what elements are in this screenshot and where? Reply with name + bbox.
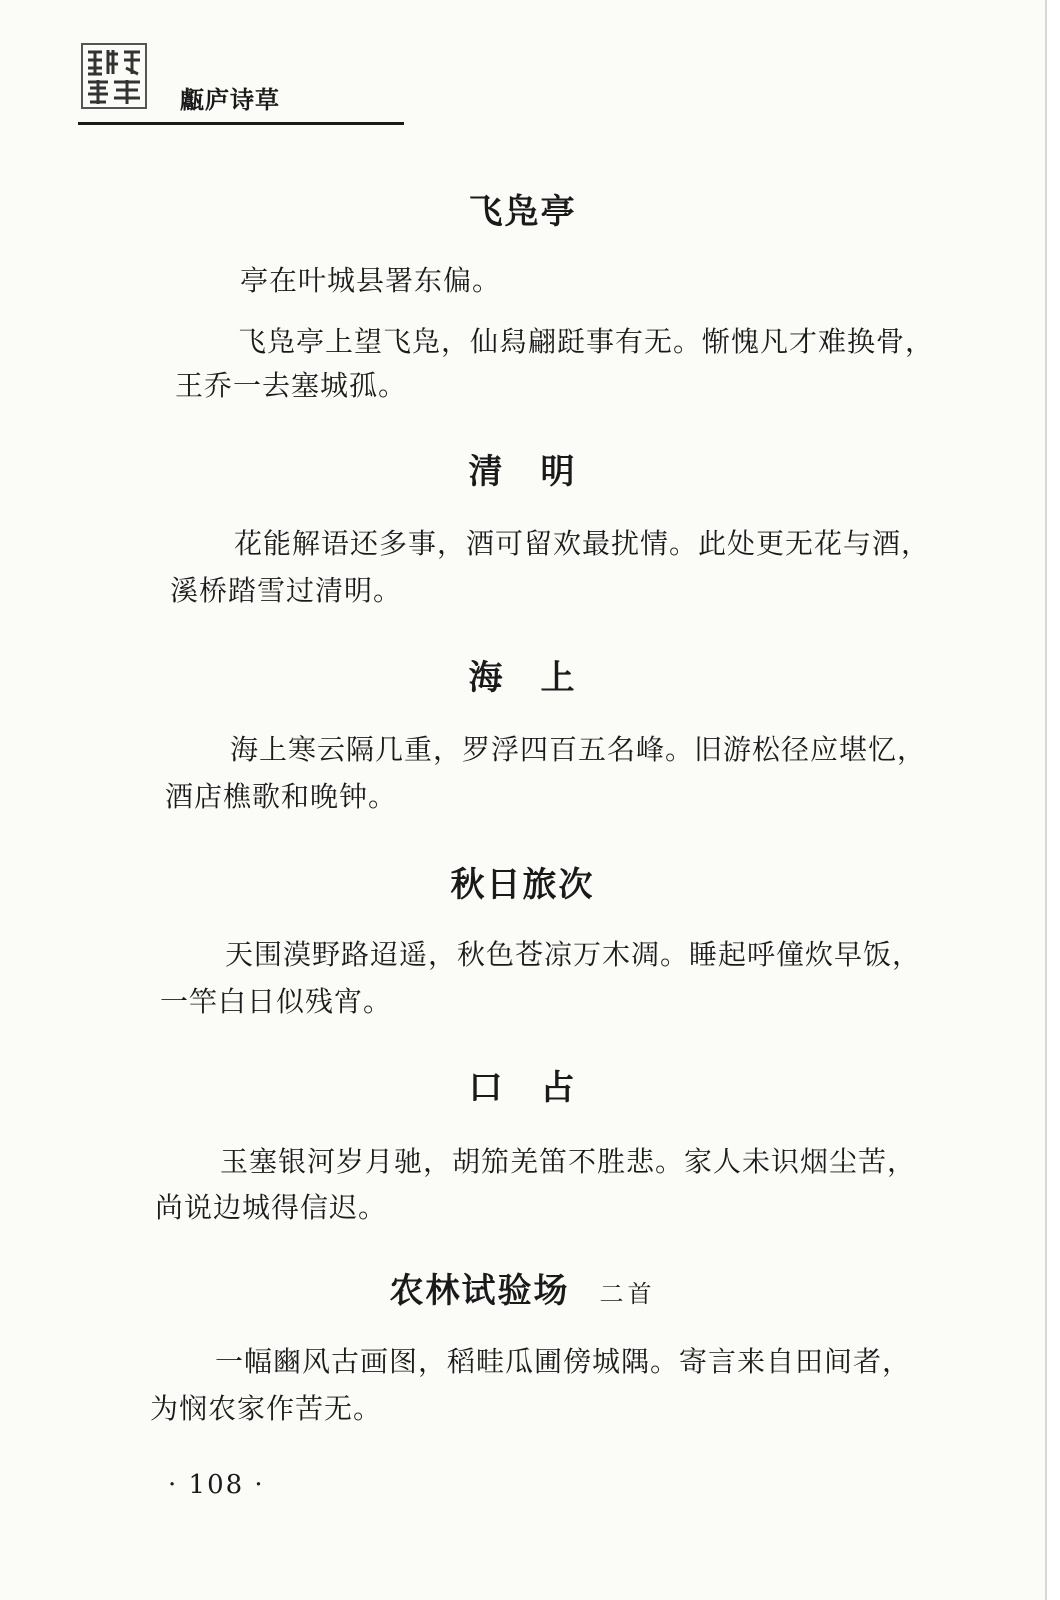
poem-line: 溪桥踏雪过清明。 (170, 574, 403, 607)
poem-line: 天围漠野路迢遥，秋色苍凉万木凋。睡起呼僮炊早饭， (225, 938, 922, 971)
poem-line: 飞凫亭上望飞凫，仙舄翩跹事有无。惭愧凡才难换骨， (238, 325, 935, 358)
poem-line: 酒店樵歌和晚钟。 (165, 780, 398, 813)
poem-line: 尚说边城得信迟。 (155, 1191, 388, 1224)
header-rule (78, 122, 404, 125)
poem-title: 清 明 (468, 452, 577, 492)
poem-line: 海上寒云隔几重，罗浮四百五名峰。旧游松径应堪忆， (230, 733, 927, 766)
poem-line: 玉塞银河岁月驰，胡笳羌笛不胜悲。家人未识烟尘苦， (220, 1145, 917, 1178)
poem-title: 农林试验场 (389, 1271, 570, 1311)
poem-line: 花能解语还多事，酒可留欢最扰情。此处更无花与酒， (234, 527, 931, 560)
poem-title: 口 占 (468, 1068, 577, 1108)
poem-title: 秋日旅次 (450, 865, 595, 905)
page-edge (1045, 0, 1060, 1600)
seal-stamp-icon (80, 42, 148, 110)
poem-title: 海 上 (468, 658, 577, 698)
poem-subtitle: 二首 (599, 1280, 656, 1308)
poem-note: 亭在叶城县署东偏。 (240, 264, 502, 297)
poem-line: 为悯农家作苦无。 (150, 1392, 383, 1425)
poem-title: 飞凫亭 (468, 192, 577, 232)
page-number: · 108 · (168, 1470, 265, 1500)
running-title: 甗庐诗草 (180, 86, 280, 114)
poem-line: 一幅豳风古画图，稻畦瓜圃傍城隅。寄言来自田间者， (215, 1345, 912, 1378)
poem-line: 王乔一去塞城孤。 (175, 369, 408, 402)
poem-line: 一竿白日似残宵。 (160, 985, 393, 1018)
poem-title-row (0, 1263, 1045, 1312)
